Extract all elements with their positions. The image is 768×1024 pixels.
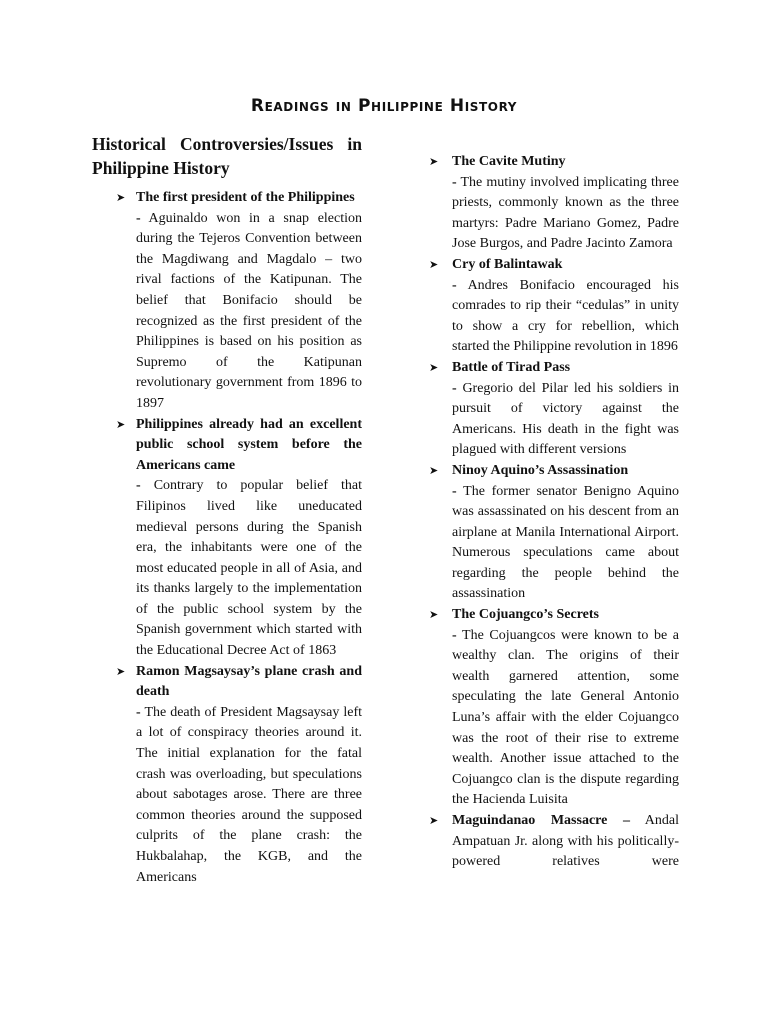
item-body: - Contrary to popular belief that Filipinos lived like uneducated medieval persons during the Spanish era, the inhabitants were one of the most educated people in all of Asia, and its thanks largely to the implementation of the public school system by the Spanish government which started with the Educational Decree Act of 1863 [136,478,362,659]
list-item [427,358,679,461]
item-body: - The death of President Magsaysay left a lot of conspiracy theories around it. The initial explanation for the fatal crash was overloading, but speculations about sabotages arose. There are three common theories around the supposed culprits of the plane crash: the Hukbalahap, the KGB, and the Americans [136,704,362,885]
item-title: Battle of Tirad Pass [452,359,571,375]
arrow-bullet-icon: ➤ [429,360,439,374]
item-body: - Aguinaldo won in a snap election during the Tejeros Convention between the Magdiwang and Magdalo – two rival factions of the Katipunan. The belief that Bonifacio should be recognized as the first president of the Philippines is based on his position as Supremo of the Katipunan revolutionary government from 1896 to 1897 [136,210,363,411]
item-title: The first president of the Philippines [136,190,355,205]
item-body: Maguindanao Massacre – Andal Ampatuan Jr. along with his politically-powered relatives were [452,813,679,870]
arrow-bullet-icon: ➤ [429,155,439,168]
list-item [427,255,679,358]
item-title: Cry of Balintawak [452,256,563,272]
item-title: Maguindanao Massacre – [452,813,630,828]
arrow-bullet-icon: ➤ [429,463,439,477]
page-title: Readings in Philippine History [250,96,518,116]
item-body: - The Cojuangcos were known to be a wealthy clan. The origins of their wealth garnered attention, some speculating the late General Antonio Luna’s affair with the elder Cojuangco was the root of their rise to extreme wealth. Another issue attached to the Cojuangco clan is the dispute regarding the Hacienda Luisita [452,627,680,808]
list-item [92,415,362,662]
item-body: - The former senator Benigno Aquino was assassinated on his descent from an airplane at Manila International Airport. Numerous speculations came about regarding the people behind the assassination [452,483,680,602]
left-column [92,132,362,888]
item-title: Ninoy Aquino’s Assassination [452,462,629,478]
arrow-bullet-icon: ➤ [116,191,126,204]
item-title: Philippines already had an excellent public school system before the Americans came [136,416,362,473]
arrow-bullet-icon: ➤ [429,608,439,622]
arrow-bullet-icon: ➤ [116,664,126,678]
list-item [427,152,679,255]
section-heading: Historical Controversies/Issues in Philippine History [92,134,362,178]
list-item [427,461,679,605]
arrow-bullet-icon: ➤ [429,814,439,827]
arrow-bullet-icon: ➤ [116,417,126,431]
list-item [427,605,679,811]
item-title: Ramon Magsaysay’s plane crash and death [136,663,362,700]
arrow-bullet-icon: ➤ [429,257,439,271]
item-body: - Andres Bonifacio encouraged his comrades to rip their “cedulas” in unity to show a cry for rebellion, which started the Philippine revolution in 1896 [452,277,680,355]
list-item [427,811,679,873]
item-body: - Gregorio del Pilar led his soldiers in pursuit of victory against the Americans. His death in the fight was plagued with different versions [452,380,679,458]
item-title: The Cavite Mutiny [452,154,566,169]
item-title: The Cojuangco’s Secrets [452,607,599,623]
list-item [92,188,362,415]
list-item [92,662,362,889]
right-column [427,152,679,873]
item-body: - The mutiny involved implicating three priests, commonly known as the three martyrs: Padre Mariano Gomez, Padre Jose Burgos, and Padre Jacinto Zamora [452,174,679,252]
